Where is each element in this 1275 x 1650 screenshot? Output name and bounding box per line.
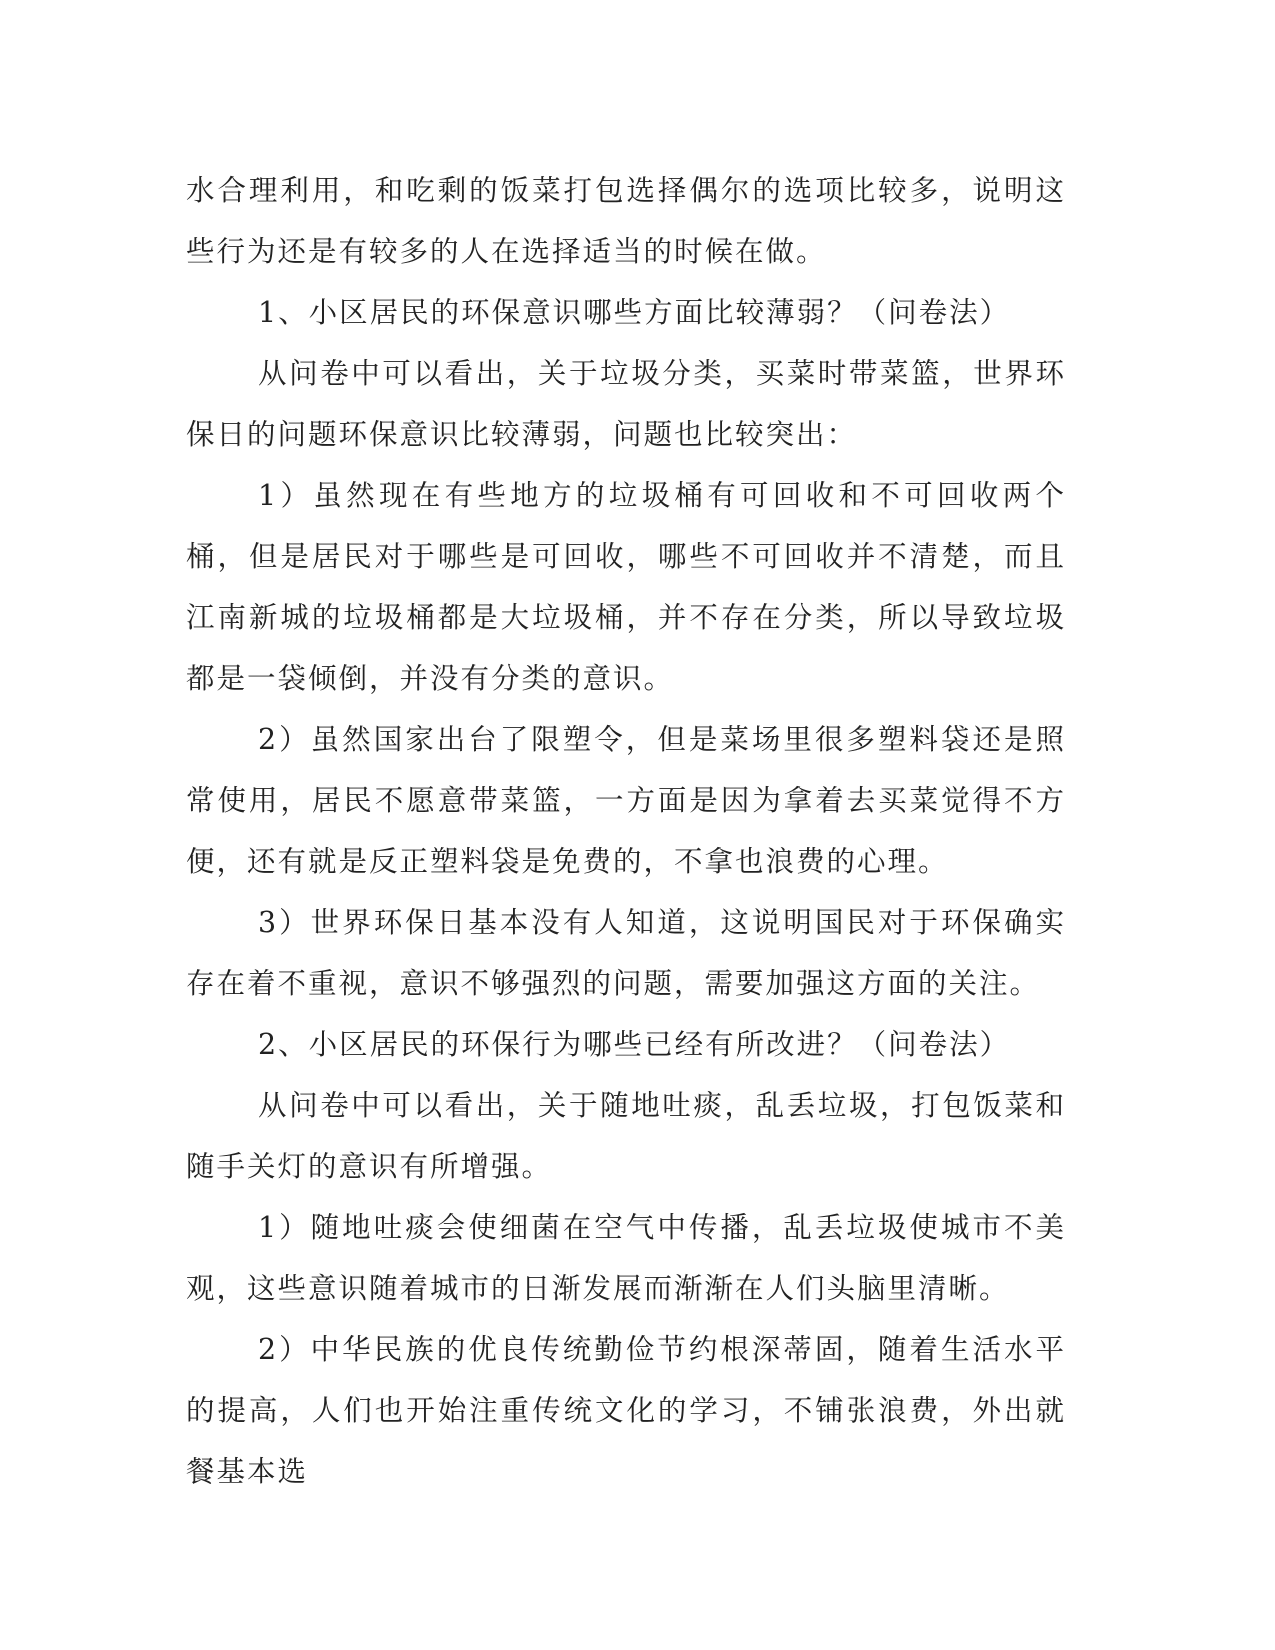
paragraph-10: 2）中华民族的优良传统勤俭节约根深蒂固，随着生活水平的提高，人们也开始注重传统文化的学习，不铺张浪费，外出就餐基本选 — [186, 1333, 1066, 1488]
paragraph-4: 1）虽然现在有些地方的垃圾桶有可回收和不可回收两个桶，但是居民对于哪些是可回收，哪些不可回收并不清楚，而且江南新城的垃圾桶都是大垃圾桶，并不存在分类，所以导致垃圾都是一袋倾倒，并没有分类的意识。 — [186, 479, 1066, 695]
paragraph-9: 1）随地吐痰会使细菌在空气中传播，乱丢垃圾使城市不美观，这些意识随着城市的日渐发展而渐渐在人们头脑里清晰。 — [186, 1211, 1066, 1305]
heading-weak-awareness: 1、小区居民的环保意识哪些方面比较薄弱？（问卷法） — [258, 296, 1011, 329]
paragraph-6: 3）世界环保日基本没有人知道，这说明国民对于环保确实存在着不重视，意识不够强烈的问题，需要加强这方面的关注。 — [186, 906, 1066, 1000]
heading-improved-behavior: 2、小区居民的环保行为哪些已经有所改进？（问卷法） — [258, 1028, 1011, 1061]
paragraph-8: 从问卷中可以看出，关于随地吐痰，乱丢垃圾，打包饭菜和随手关灯的意识有所增强。 — [186, 1089, 1066, 1183]
paragraph-5: 2）虽然国家出台了限塑令，但是菜场里很多塑料袋还是照常使用，居民不愿意带菜篮，一方面是因为拿着去买菜觉得不方便，还有就是反正塑料袋是免费的，不拿也浪费的心理。 — [186, 723, 1066, 878]
paragraph-3: 从问卷中可以看出，关于垃圾分类，买菜时带菜篮，世界环保日的问题环保意识比较薄弱，问题也比较突出： — [186, 357, 1066, 451]
paragraph-1: 水合理利用，和吃剩的饭菜打包选择偶尔的选项比较多，说明这些行为还是有较多的人在选择适当的时候在做。 — [186, 174, 1066, 268]
document-body — [186, 160, 1066, 1502]
